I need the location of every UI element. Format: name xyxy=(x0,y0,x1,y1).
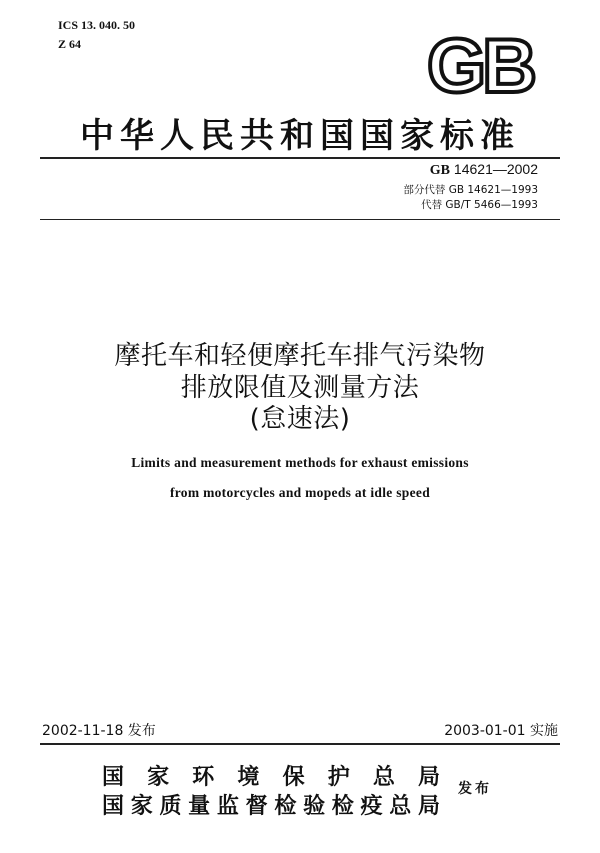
ics-code: ICS 13. 040. 50 xyxy=(58,18,136,32)
standard-number xyxy=(430,161,538,179)
header-divider xyxy=(40,219,560,220)
release-label: 发布 xyxy=(458,781,492,797)
english-title-line-1: Limits and measurement methods for exhaust emissions xyxy=(131,455,469,470)
publisher-2: 国家质量监督检验检疫总局 xyxy=(102,794,440,819)
standard-number-prefix: GB xyxy=(429,163,451,178)
issue-date: 2002-11-18 发布 xyxy=(42,723,156,739)
footer-divider xyxy=(40,743,560,745)
implementation-date: 2003-01-01 实施 xyxy=(444,723,558,739)
publisher-1: 国家环境保护总局 xyxy=(102,765,440,790)
replacement-note: 代替 GB/T 5466—1993 xyxy=(421,199,538,211)
gb-logo xyxy=(420,30,540,100)
gb-logo-text: GB xyxy=(427,30,533,100)
standard-number-value: 14621—2002 xyxy=(453,161,538,177)
chinese-title-line-1: 摩托车和轻便摩托车排气污染物 xyxy=(114,341,486,371)
national-standard-title: 中华人民共和国国家标准 xyxy=(80,116,520,156)
partial-replacement-note: 部分代替 GB 14621—1993 xyxy=(403,184,538,196)
chinese-title-line-2: 排放限值及测量方法 xyxy=(180,373,420,403)
top-divider xyxy=(40,157,560,159)
english-title-line-2: from motorcycles and mopeds at idle speed xyxy=(169,485,431,500)
chinese-title-line-3: (怠速法) xyxy=(249,404,351,434)
ccs-code: Z 64 xyxy=(58,37,82,51)
